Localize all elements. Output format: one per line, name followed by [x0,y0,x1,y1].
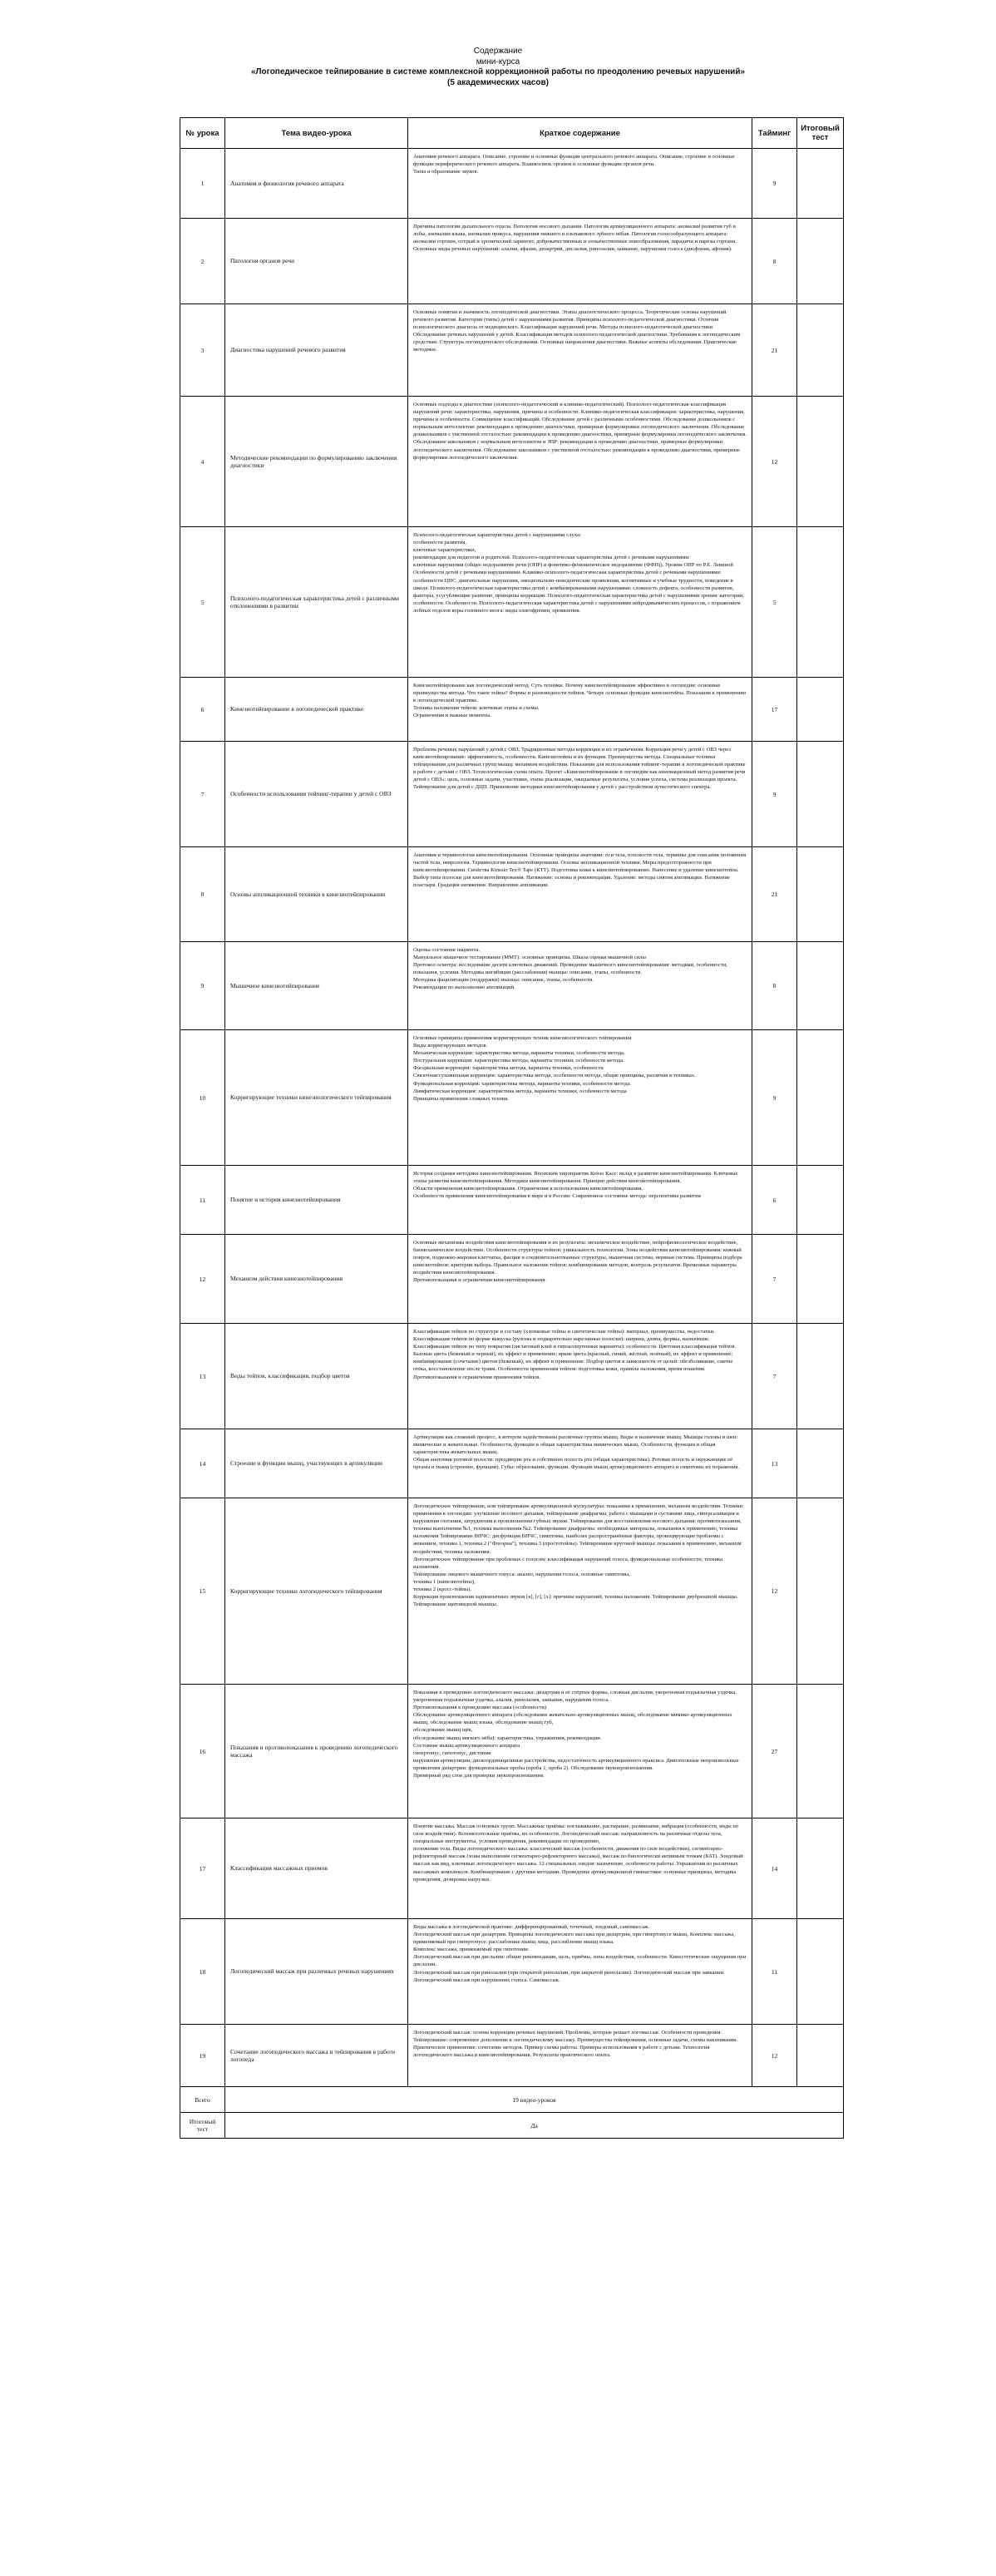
lesson-test [797,219,844,304]
lesson-number: 16 [180,1685,225,1818]
final-test-row [180,2113,844,2139]
lesson-test [797,149,844,219]
final-test-value: Да [225,2113,844,2139]
lesson-test [797,1030,844,1166]
lesson-number: 9 [180,942,225,1030]
lesson-content: Основные принципы применения корригирующих техник кинезиологического тейпирования Виды корригирующих методов. Механическая коррекция: характеристика метода, варианты техники, особенности метода. Постуральная коррекция: характеристика метода, варианты техники, особенности метода. Фасциальная коррекция: характеристика метода, варианты техники, особенности Связочная/сухожильная коррекция: характеристика метода, особенности метода, общие принципы, различия в техниках. Функциональная коррекция: характеристика метода, варианты техники, особенности метода. Лимфатическая коррекция: характеристика метода, варианты техники, особенности метода Принципы применения сложных техник. [408,1030,752,1166]
lesson-topic: Понятие и история кинезиотейпирования [225,1166,408,1235]
lesson-content: Классификация тейпов по структуре и составу (хлопковые тейпы и синтетические тейпы): материал, преимущества, недостатки. Классификация тейпов по форме выпуска (рулоны и подварительно нарезанные полоски): ширина, длина, формы, назначение. Классификация тейпов по типу покрытия (зигзаговый клей и гипоаллергенные варианты): особенности. Цветовая классификация тейпов. Базовые цвета (бежевый и черный), их эффект и применение; яркие цвета (красный, синий, жёлтый, зелёный), их эффект и применение; комбинирование (сочетание) цветов (бежевый), их эффект и применение. Подбор цветов в зависимости от целей: обезболивание, снятие отёка, восстановление после травм. Особенности применения тейпов: подготовка кожи, правила наложения, время ношения. Противопоказания и ограничения применения тейпов. [408,1324,752,1429]
lesson-timing: 5 [752,527,797,678]
lesson-content: Анатомия и терминология кинезиотейпирования. Основные принципы анатомии: оси тела, плоскости тела, термины для описания положения частей тела, неврология. Терминология кинезиотейпирования. Основы аппликационной техники. Меры предосторожности при кинезиотейпировании. Свойства Kinesio Tex® Tape (КТТ). Подготовка кожи к кинезиотейпированию. Нанесение и удаление кинезиотейпа. Выбор типа полоски для кинезиотейпирования. Натяжение: основы и рекомендации. Удаление: методы снятия аппликации. Натяжение пластыря. Градация натяжения. Направление аппликации. [408,847,752,942]
lesson-test [797,304,844,397]
lesson-test [797,742,844,847]
table-row [180,1498,844,1685]
lesson-content: Основные понятия и значимость логопедической диагностики. Этапы диагностического процесса. Теоретические основы нарушений речевого развития. Категории (типы) детей с нарушениями развития. Принципы психолого-педагогической диагностики. Отличия психологического диагноза от медицинского. Классификация нарушений речи. Методы психолого-педагогической диагностики. Обследование речевых нарушений у детей. Классификация методов психолого-педагогической диагностики. Требования к логопедическим средствам. Структура логопедического обследования. Основные направления диагностики. Важные аспекты обследования. Практические методики. [408,304,752,397]
table-row [180,942,844,1030]
lesson-number: 19 [180,2025,225,2087]
lesson-number: 5 [180,527,225,678]
lesson-topic: Психолого-педагогическая характеристика детей с различными отклонениями в развитии [225,527,408,678]
lesson-timing: 14 [752,1818,797,1919]
lesson-content: Анатомия речевого аппарата. Описание, строение и основные функции центрального речевого аппарата. Описание, строение и основные функции периферического речевого аппарата. Взаимосвязь органов и основные функции органов речи. Типы и образование звуков. [408,149,752,219]
lesson-timing: 13 [752,1429,797,1498]
lesson-test [797,1166,844,1235]
lesson-topic: Кинезиотейпирование в логопедической практике [225,678,408,742]
lesson-topic: Корригирующие техники кинезиологического тейпирования [225,1030,408,1166]
lesson-topic: Показания и противопоказания к проведению логопедического массажа [225,1685,408,1818]
lesson-topic: Механизм действия кинезиотейпирования [225,1235,408,1324]
course-content-table [180,117,844,2139]
table-row [180,397,844,527]
lesson-topic: Диагностика нарушений речевого развития [225,304,408,397]
table-header-row [180,118,844,149]
lesson-content: Показания к проведению логопедического массажа: дизартрия и её стёртые формы, сложная дислалия, укороченная подъязычная уздечка, укороченная подъязычная уздечка, алалия, ринолалия, заикание, нарушения голоса. Противопоказания к проведению массажа (особенности) Обследование артикуляционного аппарата (обследование жевательно-артикуляционных мышц, обследование мимико-артикуляционных мышц, обследование мышц языка, обследование мышц губ, обследование мышц щёк, обследование мышц мягкого нёба): характеристика, упражнения, рекомендации. Состояние мышц артикуляционного аппарата гипертонус, гипотонус, дистония нарушения артикуляции, дискоординационные расстройства, недостаточность артикуляционного праксиса. Двигательные непроизвольные проявления дизартрии: функциональные пробы (проба 1, проба 2). Обследование звукопроизношения. Примерный ряд слов для проверки звукопроизношения. [408,1685,752,1818]
lesson-content: Логопедическое тейпирование, или тейпирование артикуляционной мускулатуры: показания к применению, механизм воздействия. Техники применения в логопедии: улучшение носового дыхания, тейпирование диафрагмы, работа с мышцами и суставами лица, гиперсаливация и нарушения глотания, затруднения в произношении губных звуков. Тейпирование для восстановления носового дыхания: противопоказания, техника выполнения №1, техника выполнения №2. Тейпирование диафрагмы: необходимые материалы, показания к применению, техника наложения Тейпирование ВНЧС: дисфункция ВНЧС, симптомы, наиболее распространённые факторы, провоцирующие проблемы с жеванием, техника 1, техника 2 ("Флоэрна"), техника 3 (простотейпы). Тейпирование круговой мышцы: показания к применению, механизм воздействия, техника наложения. Логопедическое тейпирование при проблемах с голосом: классификация нарушений голоса, функциональные особенности, техника наложения. Тейпирование лицевого мышечного тонуса: анализ, нарушения голоса, основные симптомы, техника 1 (кинезиотейпы), техника 2 (кросс-тейпы). Коррекция произношения заднеязычных звуков [к], [г], [х]: причины нарушений, техника наложения. Тейпирование двубрюшной мышцы. Тейпирование щитовидной мышцы. [408,1498,752,1685]
lesson-number: 1 [180,149,225,219]
lesson-number: 2 [180,219,225,304]
lesson-content: Причины патологии дыхательного отдела. Патология носового дыхания. Патология артикуляционного аппарата: аномалии развития губ и лобы, аномалии языка, аномалии прикуса, нарушения нижнего и ельтыкового зубного нёбав. Патология голосообразующего аппарата: аномалии гортани, острый и хронический ларингит, доброкачественные и злокачественные новообразования, парадичи и парезы гортани. Основные виды речевых нарушений: алалия, афазия, дизартрия, дислалия, ринолалия, заикание, нарушения голоса (дисфония, афония). [408,219,752,304]
table-row [180,1429,844,1498]
lesson-topic: Методические рекомендации по формулированию заключения диагностики [225,397,408,527]
lesson-number: 6 [180,678,225,742]
lesson-test [797,1498,844,1685]
lesson-content: Кинезиотейпирование как логопедический метод. Суть техники. Почему кинезиотейпирование эффективно в логопедии: основные преимущества метода. Что такое тейпы? Формы и разновидности тейпов. Четыре основные функции кинезиотейпа. Показания к применению в логопедической практике. Техника наложения тейпов: ключевые этапы и схемы. Ограничения и важные моменты. [408,678,752,742]
col-header-num: № урока [180,118,225,149]
lesson-content: Понятие массажа. Массаж основных групп. Массажные приёмы: поглаживание, растирание, разминание, вибрация (особенности, виды по силе воздействия). Вспомогательные приёмы, их особенности. Логопедический массаж: направленность на различные отделы тела, специальные инструменты, условия проведения, рекомендации по проведению, положение тела. Виды логопедического массажа: классический массаж (особенности, движения по силе воздействия), сегментарно-рефлекторный массаж (зоны выполнения сегментарно-рефлекторного массажа), массаж по биологически активным точкам (БАТ). Зондовый массаж как вид, ключевые логопедического массажа. 12 специальных зондов: назначение, особенности работы. Упражнения из различных массажных комплексов. Комбинирование с другими методами. Проведение артикуляционной гимнастики: основные принципы, методика проведения, дозировка нагрузки. [408,1818,752,1919]
lesson-test [797,678,844,742]
lesson-content: Основные подходы к диагностике (психолого-педагогический и клинико-педагогический). Психолого-педагогическая классификация нарушений речи: характеристика, нарушения, причины и особенности. Клинико-педагогическая классификация: характеристика, нарушения, причины и особенности. Совмещение классификаций. Обследование детей с различными особенностями. Обследование дошкольников с нормальным интеллектом: рекомендации к проведению диагностики, примерные формулировки логопедического заключения. Обследование дошкольников с умственной отсталостью: рекомендации к проведению диагностики, примерные формулировки логопедического заключения. Обследование школьников с нормальным интеллектом и ЗПР: рекомендации к проведению диагностики, примерные формулировки логопедического заключения. Обследование школьников с умственной отсталостью: рекомендации к проведению диагностики, примерные формулировки логопедического заключения. [408,397,752,527]
lesson-timing: 9 [752,149,797,219]
lesson-timing: 17 [752,678,797,742]
lesson-number: 13 [180,1324,225,1429]
lesson-timing: 12 [752,1498,797,1685]
table-body [180,149,844,2087]
lesson-content: Логопедический массаж: основа коррекции речевых нарушений. Проблемы, которые решает логомассаж. Особенности проведения. Тейпирование: современное дополнение к логопедическому массажу. Преимущества тейпирования, основные задачи, схемы наклеивания. Практическое применение: сочетание методов. Пример схемы работы. Примеры использования в работе с детьми. Технология логопедического массажа и кинезиотейпирования. Результаты практического опыта. [408,2025,752,2087]
lesson-timing: 27 [752,1685,797,1818]
lesson-test [797,1429,844,1498]
table-row [180,1818,844,1919]
lesson-timing: 7 [752,1324,797,1429]
document-header [0,47,996,88]
table-row [180,304,844,397]
lesson-timing: 11 [752,1919,797,2025]
table-row [180,149,844,219]
course-hours: (5 академических часов) [447,77,549,87]
lesson-content: Виды массажа в логопедической практике: дифференцированный, точечный, зондовый, самомассаж. Логопедический массаж при дизартрии. Принципы логопедического массажа при дизартрии, при гипертонусе мышц. Комплекс массажа, применяемый при гипертонусе: расслабление мышц лица, расслабление мышц языка. Комплекс массажа, применяемый при гипотонии. Логопедический массаж при дислалии: общие рекомендации, цель, приёмы, зоны воздействия, особенности. Кинестетические ощущения при дислалии. Логопедический массаж при ринолалии (при открытой ринолалии, при закрытой ринолалии). Логопедический массаж при заикании. Логопедический массаж при нарушениях голоса. Самомассаж. [408,1919,752,2025]
total-row [180,2087,844,2113]
col-header-test: Итоговый тест [797,118,844,149]
lesson-topic: Виды тейпов, классификация, подбор цветов [225,1324,408,1429]
lesson-topic: Анатомия и физиология речевого аппарата [225,149,408,219]
lesson-timing: 9 [752,1030,797,1166]
total-value: 19 видео-уроков [225,2087,844,2113]
final-test-label: Итоговый тест [180,2113,225,2139]
lesson-test [797,397,844,527]
table-row [180,1919,844,2025]
lesson-number: 10 [180,1030,225,1166]
lesson-topic: Логопедический массаж при различных речевых нарушениях [225,1919,408,2025]
lesson-timing: 9 [752,742,797,847]
lesson-test [797,847,844,942]
table-row [180,2025,844,2087]
lesson-topic: Основы аппликационной техники в кинезиотейпировании [225,847,408,942]
lesson-content: Психолого-педагогическая характеристика детей с нарушениями слуха: особенности развития, ключевые характеристики, рекомендации для педагогов и родителей. Психолого-педагогическая характеристика детей с речевыми нарушениями: ключевые нарушения (общее недоразвитие речи (ОНР) и фонетико-фонематическое недоразвитие (ФФН)). Уровни ОНР по Р.Е. Левиной Особенности детей с речевыми нарушениями. Клинико-психолого-педагогическая характеристика детей с речевыми нарушениями: особенности ЦНС, двигательные нарушения, эмоционально-поведенческие проявления, когнитивные и учебные трудности, поведение в школе. Психолого-педагогическая характеристика детей с комбинированными нарушениями: сложность дефекта, особенности развития, факторы, усугубляющие развитие, принципы коррекции. Психолого-педагогическая характеристика детей с нарушениями зрения: категории, особенности. Особенности. Психолого-педагогическая характеристика детей с нарушениями нейродинамических процессов, с поражением лобных отделов коры головного мозга: виды олигофрении, проявления. [408,527,752,678]
lesson-content: Артикуляция как сложный процесс, в котором задействованы различные группы мышц. Виды и назначение мышц. Мышцы головы и шеи: мимические и жевательные. Особенности, функции и общая характеристика мимических мышц. Особенности, функции и общая характеристика жевательных мышц. Общая анатомия ротовой полости: преддверие рта и собственно полость рта (общая характеристика). Ротовая полость и окружающие её органы и ткани (строение, функции). Губы: образование, функции. Функции мышц артикуляционного аппарата и симптомы их поражения. [408,1429,752,1498]
header-subtitle: мини-курса [476,57,520,67]
table-row [180,527,844,678]
lesson-topic: Сочетание логопедического массажа и тейпирования в работе логопеда [225,2025,408,2087]
lesson-test [797,1685,844,1818]
lesson-test [797,527,844,678]
lesson-topic: Особенности использования тейпинг-терапии у детей с ОВЗ [225,742,408,847]
course-title: «Логопедическое тейпирование в системе комплексной коррекционной работы по преодолению речевых нарушений» [250,67,746,76]
lesson-number: 4 [180,397,225,527]
lesson-timing: 8 [752,942,797,1030]
lesson-topic: Мышечное кинезиотейпирование [225,942,408,1030]
table-row [180,1030,844,1166]
table-row [180,1166,844,1235]
table-row [180,742,844,847]
lesson-topic: Патология органов речи [225,219,408,304]
lesson-number: 11 [180,1166,225,1235]
lesson-topic: Классификация массажных приемов [225,1818,408,1919]
lesson-timing: 12 [752,2025,797,2087]
lesson-timing: 21 [752,847,797,942]
lesson-timing: 21 [752,304,797,397]
lesson-topic: Корригирующие техники логопедического тейпирования [225,1498,408,1685]
header-title: Содержание [473,47,523,56]
lesson-test [797,1235,844,1324]
lesson-test [797,942,844,1030]
col-header-topic: Тема видео-урока [225,118,408,149]
lesson-number: 14 [180,1429,225,1498]
lesson-content: Оценка состояния пациента. Мануальное мышечное тестирование (ММТ): основные принципы. Шкала оценки мышечной силы Протокол осмотра: исследование десяти ключевых движений. Проведение мышечного кинезиотейпирования: методики, особенности, показания, условия. Методика ингибиции (расслабления) мышцы: описание, этапы, особенности. Методика фацилитации (поддержки) мышцы: описание, этапы, особенности. Рекомендации по выполнению аппликаций. [408,942,752,1030]
table-row [180,1235,844,1324]
lesson-test [797,1324,844,1429]
lesson-topic: Строение и функции мышц, участвующих в артикуляции [225,1429,408,1498]
lesson-timing: 7 [752,1235,797,1324]
col-header-content: Краткое содержание [408,118,752,149]
lesson-test [797,1919,844,2025]
lesson-number: 15 [180,1498,225,1685]
table-row [180,678,844,742]
lesson-number: 7 [180,742,225,847]
table-row [180,219,844,304]
table-row [180,1685,844,1818]
lesson-number: 17 [180,1818,225,1919]
lesson-content: История создания методики кинезиотейпирования. Японским хиропрактик Кензо Касе: вклад в развитие кинезиотейпирования. Ключевые этапы развития кинезиотейпирования. Методики кинезиотейпирования. Принцип действия кинезиотейпирования. Области применения кинезиотейпирования. Ограничения в использовании кинезиотейпирования. Особенности применения кинезиотейпирования в мире и в России: Современное состояние метода: перспективы развития [408,1166,752,1235]
table-row [180,1324,844,1429]
lesson-timing: 6 [752,1166,797,1235]
lesson-timing: 8 [752,219,797,304]
lesson-content: Проблема речевых нарушений у детей с ОВЗ. Традиционные методы коррекции и их ограничения. Коррекция речи у детей с ОВЗ через кинезиотейпирование: эффективность, особенности. Кинезиотейпы и их функции. Преимущества метода. Специальные техники тейпирования для различных групп мышц: механизм воздействия. Показания для использования тейпинг-терапии в логопедической практике в работе с детьми с ОВЗ. Технологическая схема опыта. Проект «Кинезиотейпирование в логопедии как инновационный метод развития речи детей с ОВЗ»: цель, основные задачи, участники, этапы реализации, ожидаемые результаты, условия успеха, система реализации проекта. Тейпирование для детей с ДЦП. Применение методики кинезиотейпирования у детей с расстройством аутистического спектра. [408,742,752,847]
lesson-content: Основные механизмы воздействия кинезиотейпирования и их результаты: механическое воздействие, нейрофизиологическое воздействие, биомеханическое воздействие. Особенности структуры тейпов: уникальность технологии. Зоны воздействия кинезиотейпирования: кожный покров, подкожно-жировая клетчатка, фасция и соединительнотканные структуры, мышечная система, нервная система. Принципы подбора кинезиотейпов: критерии выбора. Правильное наложение тейпов: комбинирование методов, контроль результатов. Временные параметры воздействия кинезиотейпирования. Противопоказания и ограничения кинезиотейпирования. [408,1235,752,1324]
lesson-number: 18 [180,1919,225,2025]
col-header-timing: Тайминг [752,118,797,149]
lesson-test [797,2025,844,2087]
total-label: Всего [180,2087,225,2113]
lesson-number: 12 [180,1235,225,1324]
table-row [180,847,844,942]
lesson-test [797,1818,844,1919]
lesson-number: 3 [180,304,225,397]
lesson-timing: 12 [752,397,797,527]
lesson-number: 8 [180,847,225,942]
